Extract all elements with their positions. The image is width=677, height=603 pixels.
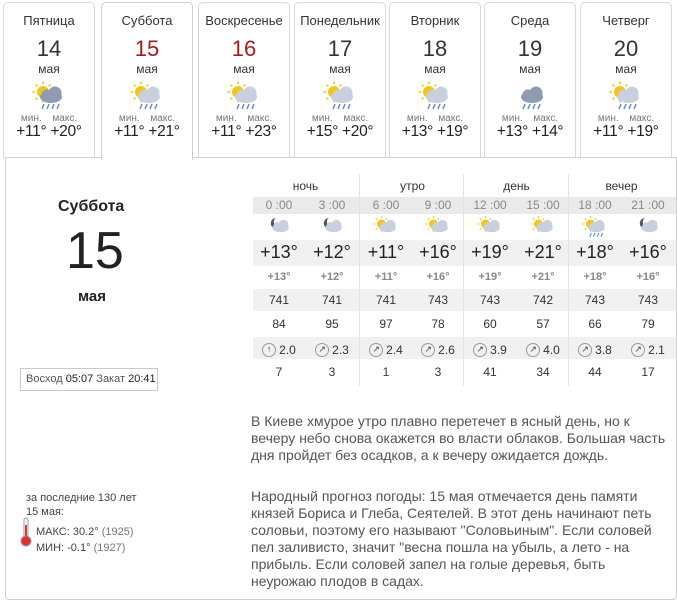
tab-temps: +13° +14° — [496, 123, 564, 140]
cell-pressure: 743 — [637, 293, 659, 307]
tab-min-label: мин. — [311, 113, 333, 124]
sunset-label: Закат — [96, 373, 126, 385]
day-tabs — [3, 2, 677, 159]
cell-humidity: 60 — [483, 317, 497, 331]
wind-speed: 2.1 — [648, 342, 665, 357]
tab-day-number: 16 — [231, 36, 257, 61]
wind-speed: 3.8 — [595, 342, 612, 357]
tab-day-number: 20 — [613, 36, 639, 61]
tab-day-number: 15 — [134, 36, 160, 61]
tab-max-label: макс. — [52, 113, 78, 124]
tab-max-label: макс. — [150, 113, 176, 124]
wind-speed: 2.6 — [438, 342, 455, 357]
wind-speed: 2.4 — [386, 342, 403, 357]
cell-humidity: 78 — [431, 317, 445, 331]
sun-cloud-rain-icon — [415, 81, 455, 111]
day-tab-14[interactable] — [3, 2, 95, 159]
tab-day-name: Четверг — [602, 13, 650, 28]
cell-feels: +11° — [374, 271, 398, 283]
tab-temps: +11° +20° — [16, 123, 82, 140]
cell-precip: 3 — [434, 365, 442, 379]
cell-wind — [253, 341, 305, 357]
wind-speed: 3.9 — [490, 342, 507, 357]
wind-direction-icon: ↗ — [473, 343, 487, 357]
cell-humidity: 66 — [588, 317, 602, 331]
tab-min-label: мин. — [406, 113, 428, 124]
cell-humidity: 84 — [272, 317, 286, 331]
sunrise-sunset-box — [20, 368, 158, 391]
history-min-label: МИН: — [36, 542, 65, 554]
cell-temp: +21° — [524, 242, 562, 262]
partly-cloudy-rain-icon — [29, 81, 69, 111]
cell-wind — [306, 341, 358, 357]
moon-cloud-icon — [264, 215, 294, 239]
sun-cloud-icon — [371, 215, 401, 239]
period-2: день — [503, 179, 530, 193]
cell-feels: +18° — [583, 271, 607, 283]
cell-temp: +12° — [313, 242, 351, 262]
cell-humidity: 97 — [379, 317, 393, 331]
tab-max-label: макс. — [629, 113, 655, 124]
cell-precip: 41 — [483, 365, 497, 379]
sun-cloud-icon — [423, 215, 453, 239]
history-max-value: 30.2° — [72, 526, 99, 538]
sun-cloud-rain-icon — [606, 81, 646, 111]
tab-day-number: 14 — [36, 36, 62, 61]
selected-day-number: 15 — [66, 222, 124, 280]
tab-max-label: макс. — [438, 113, 464, 124]
cell-temp: +16° — [419, 242, 457, 262]
tab-temps: +15° +20° — [306, 123, 374, 140]
wind-speed: 2.0 — [279, 342, 296, 357]
tab-day-name: Воскресенье — [205, 13, 283, 28]
selected-day-name: Суббота — [58, 198, 125, 215]
cell-pressure: 741 — [321, 293, 343, 307]
tab-day-name: Вторник — [410, 13, 460, 28]
tab-min-label: мин. — [501, 113, 523, 124]
cell-pressure: 742 — [532, 293, 554, 307]
tab-min-label: мин. — [20, 113, 42, 124]
cell-wind — [360, 341, 412, 357]
cell-pressure: 743 — [427, 293, 449, 307]
hour-label: 21 :00 — [631, 198, 665, 212]
cloud-rain-icon — [510, 81, 550, 111]
wind-direction-icon: ↗ — [631, 343, 645, 357]
tab-day-name: Пятница — [23, 13, 75, 28]
wind-direction-icon: ↗ — [315, 343, 329, 357]
cell-precip: 1 — [382, 365, 390, 379]
cell-feels: +19° — [478, 271, 502, 283]
sun-cloud-rain-icon — [127, 81, 167, 111]
tab-month: мая — [519, 62, 541, 76]
sunset-time: 20:41 — [128, 373, 156, 385]
day-tab-20[interactable] — [580, 2, 672, 159]
tab-max-label: макс. — [343, 113, 369, 124]
tab-day-number: 19 — [517, 36, 543, 61]
tab-day-number: 18 — [422, 36, 448, 61]
tab-temps: +13° +19° — [401, 123, 469, 140]
cell-precip: 34 — [536, 365, 550, 379]
cell-feels: +16° — [636, 271, 660, 283]
folk-forecast: Народный прогноз погоды: 15 мая отмечается день памяти князей Бориса и Глеба, Сеятелей. В этот день начинают петь соловьи, поэтому его называют "Соловьиным". Если соловей пел заливисто, значит "весна пошла на убыль, а лето - на прибыль. Если соловей запел на голые деревья, быть неурожаю плодов в садах. — [251, 488, 652, 589]
tab-month: мая — [136, 62, 158, 76]
tab-day-name: Понедельник — [300, 13, 380, 28]
sun-cloud-rain-icon — [224, 81, 264, 111]
tab-min-label: мин. — [597, 113, 619, 124]
history-line1: за последние 130 лет — [26, 492, 137, 504]
cell-feels: +21° — [531, 271, 555, 283]
hour-label: 18 :00 — [578, 198, 612, 212]
cell-precip: 7 — [275, 365, 283, 379]
hour-label: 3 :00 — [318, 198, 346, 212]
forecast-description: В Киеве хмурое утро плавно перетечет в ясный день, но к вечеру небо снова окажется во власти облаков. Большая часть дня пройдет без осадков, а к вечеру ожидается дождь. — [251, 413, 666, 463]
wind-direction-icon: ↑ — [262, 343, 276, 357]
thermometer-icon — [20, 517, 32, 547]
hour-label: 9 :00 — [424, 198, 452, 212]
period-3: вечер — [605, 179, 638, 193]
history-values — [36, 524, 134, 556]
tab-temps: +11° +21° — [114, 123, 180, 140]
cell-feels: +16° — [426, 271, 450, 283]
cell-wind — [412, 341, 464, 357]
cell-wind — [569, 341, 621, 357]
tab-month: мая — [424, 62, 446, 76]
hour-label: 12 :00 — [473, 198, 507, 212]
selected-day-month: мая — [78, 288, 106, 305]
day-tab-18[interactable] — [389, 2, 481, 159]
sun-cloud-rain-icon — [320, 81, 360, 111]
day-detail-panel — [5, 157, 677, 600]
wind-speed: 4.0 — [543, 342, 560, 357]
tab-max-label: макс. — [533, 113, 559, 124]
cell-pressure: 743 — [584, 293, 606, 307]
cell-pressure: 741 — [268, 293, 290, 307]
sunrise-label: Восход — [26, 373, 63, 385]
tab-month: мая — [329, 62, 351, 76]
wind-direction-icon: ↗ — [526, 343, 540, 357]
day-tab-19[interactable] — [484, 2, 576, 159]
history-line2: 15 мая: — [26, 506, 64, 518]
tab-month: мая — [233, 62, 255, 76]
cell-feels: +12° — [320, 271, 344, 283]
cell-temp: +18° — [576, 242, 614, 262]
period-0: ночь — [292, 179, 319, 193]
wind-direction-icon: ↗ — [369, 343, 383, 357]
moon-cloud-icon — [633, 215, 663, 239]
cell-precip: 17 — [641, 365, 655, 379]
tab-temps: +11° +23° — [211, 123, 277, 140]
wind-direction-icon: ↗ — [421, 343, 435, 357]
wind-direction-icon: ↗ — [578, 343, 592, 357]
history-max — [36, 524, 134, 540]
cell-humidity: 79 — [641, 317, 655, 331]
cell-temp: +11° — [367, 242, 405, 262]
cell-pressure: 743 — [479, 293, 501, 307]
history-min-year: (1927) — [93, 542, 126, 554]
wind-speed: 2.3 — [332, 342, 349, 357]
cell-humidity: 57 — [536, 317, 550, 331]
period-1: утро — [400, 179, 425, 193]
day-tab-15[interactable] — [101, 2, 193, 160]
tab-max-label: макс. — [247, 113, 273, 124]
tab-day-name: Суббота — [121, 13, 173, 28]
hour-label: 0 :00 — [265, 198, 293, 212]
cell-temp: +13° — [260, 242, 298, 262]
cell-precip: 3 — [328, 365, 336, 379]
tab-min-label: мин. — [118, 113, 140, 124]
cell-precip: 44 — [588, 365, 602, 379]
sun-cloud-rain-icon — [580, 215, 610, 239]
cell-wind — [622, 341, 674, 357]
history-heading — [26, 491, 137, 519]
history-min-value: -0.1° — [67, 542, 91, 554]
day-tab-17[interactable] — [294, 2, 386, 159]
hour-label: 6 :00 — [372, 198, 400, 212]
cell-wind — [517, 341, 569, 357]
cell-pressure: 741 — [375, 293, 397, 307]
moon-cloud-icon — [317, 215, 347, 239]
cell-humidity: 95 — [325, 317, 339, 331]
cell-temp: +19° — [471, 242, 509, 262]
history-max-label: МАКС: — [36, 526, 70, 538]
history-max-year: (1925) — [101, 526, 134, 538]
sunrise-time: 05:07 — [65, 373, 94, 385]
tab-month: мая — [38, 62, 60, 76]
cell-feels: +13° — [267, 271, 291, 283]
history-min — [36, 540, 134, 556]
tab-day-number: 17 — [327, 36, 353, 61]
sun-cloud-icon — [475, 215, 505, 239]
sun-cloud-icon — [528, 215, 558, 239]
tab-month: мая — [615, 62, 637, 76]
tab-min-label: мин. — [215, 113, 237, 124]
day-tab-16[interactable] — [198, 2, 290, 159]
hour-label: 15 :00 — [526, 198, 560, 212]
tab-temps: +11° +19° — [593, 123, 659, 140]
tab-day-name: Среда — [510, 13, 550, 28]
cell-wind — [464, 341, 516, 357]
cell-temp: +16° — [629, 242, 667, 262]
